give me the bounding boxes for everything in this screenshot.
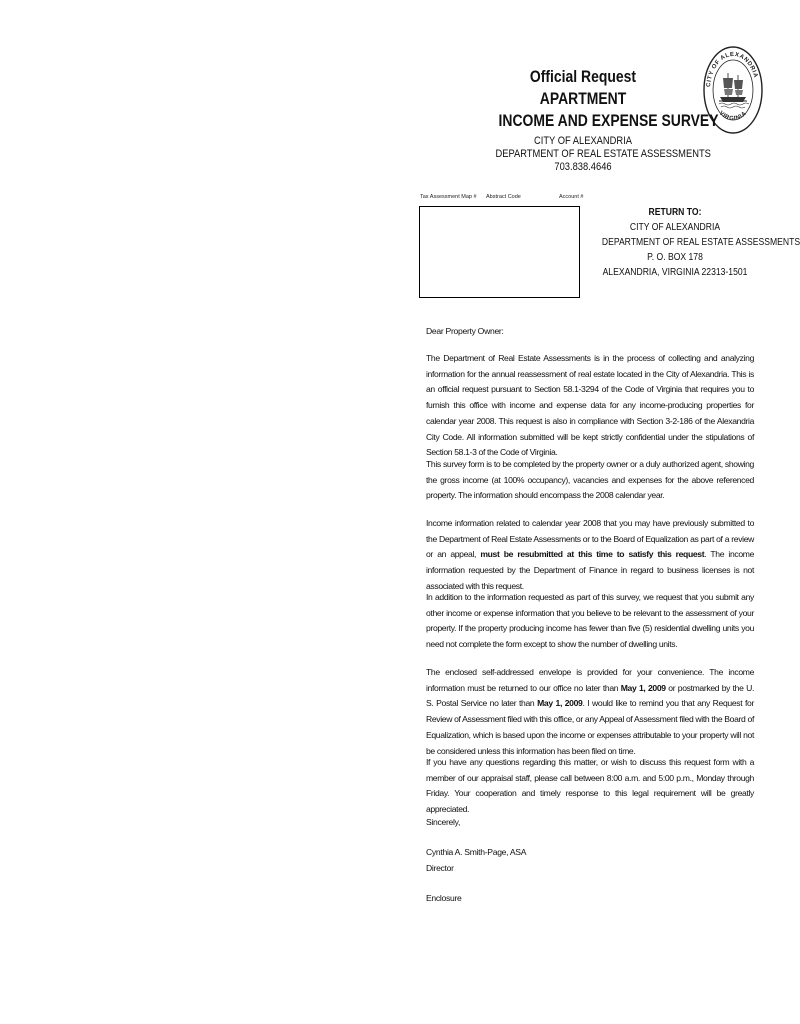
letter-paragraph-1 — [426, 351, 754, 461]
salutation: Dear Property Owner: — [426, 326, 504, 336]
paragraph-text: . The income information requested by the Department of Finance in regard to business licenses is not associated with this request. — [426, 549, 754, 591]
return-line-department: DEPARTMENT OF REAL ESTATE ASSESSMENTS — [601, 237, 800, 248]
paragraph-text: If you have any questions regarding this matter, or wish to discuss this request form with a member of our appraisal staff, please call between 8:00 a.m. and 5:00 p.m., Monday through Friday. Your cooperation and timely response to this legal requirement will be greatly appreciated. — [426, 757, 754, 815]
letter-paragraph-6 — [426, 755, 754, 818]
tax-map-label: Tax Assessment Map # — [420, 194, 477, 200]
svg-text:CITY OF ALEXANDRIA: CITY OF ALEXANDRIA — [706, 51, 759, 88]
return-address — [590, 205, 800, 280]
account-label: Account # — [559, 194, 584, 200]
return-heading: RETURN TO: — [648, 207, 702, 218]
enclosure-note: Enclosure — [426, 893, 462, 903]
return-line-pobox: P. O. BOX 178 — [647, 252, 703, 263]
paragraph-text: Income information related to calendar year 2008 that you may have previously submitted to the Department of Real Estate Assessments or to the Board of Equalization as part of a review or an appeal, — [426, 518, 754, 560]
org-phone: 703.838.4646 — [554, 161, 612, 173]
closing: Sincerely, — [426, 817, 461, 827]
signer-title: Director — [426, 863, 454, 873]
letter-paragraph-4 — [426, 590, 754, 653]
paragraph-text: The Department of Real Estate Assessments is in the process of collecting and analyzing information for the annual reassessment of real estate located in the City of Alexandria. This is an official request pursuant to Section 58.1-3294 of the Code of Virginia that requires you to furnish this office with income and expense data for any income-producing properties for calendar year 2008. This request is also in compliance with Section 3-2-186 of the Alexandria City Code. All information submitted will be kept strictly confidential under the stipulations of Section 58.1-3 of the Code of Virginia. — [426, 353, 754, 458]
paragraph-text: This survey form is to be completed by the property owner or a duly authorized agent, showing the gross income (at 100% occupancy), vacancies and expenses for the above referenced property. The information should encompass the 2008 calendar year. — [426, 459, 754, 501]
address-window-box — [419, 206, 580, 298]
deadline-date: May 1, 2009 — [620, 682, 666, 693]
letter-paragraph-2 — [426, 457, 754, 504]
form-type: APARTMENT — [539, 89, 627, 108]
return-line-citystate: ALEXANDRIA, VIRGINIA 22313-1501 — [602, 267, 748, 278]
letter-paragraph-5 — [426, 665, 754, 759]
paragraph-text: or postmarked by the U. S. Postal Service no later than — [426, 682, 754, 709]
paragraph-text: The enclosed self-addressed envelope is provided for your convenience. The income information must be returned to our office no later than — [426, 667, 754, 693]
signer-name: Cynthia A. Smith-Page, ASA — [426, 847, 527, 857]
paragraph-text: . I would like to remind you that any Request for Review of Assessment filed with this office, or any Appeal of Assessment filed with the Board of Equalization, which is based upon the income or expenses attributable to your property will not be considered unless this information has been filed on time. — [426, 698, 754, 756]
form-request-label: Official Request — [529, 67, 637, 86]
svg-text:VIRGINIA: VIRGINIA — [717, 110, 749, 123]
letter-paragraph-3 — [426, 516, 754, 595]
form-title: INCOME AND EXPENSE SURVEY — [498, 111, 719, 130]
org-department: DEPARTMENT OF REAL ESTATE ASSESSMENTS — [495, 148, 711, 160]
emphasis-text: must be resubmitted at this time to satisfy this request — [480, 549, 705, 560]
paragraph-text: In addition to the information requested as part of this survey, we request that you submit any other income or expense information that you believe to be relevant to the assessment of your property. If the property producing income has fewer than five (5) residential dwelling units you need not complete the form except to show the number of dwelling units. — [426, 592, 754, 650]
org-city: CITY OF ALEXANDRIA — [533, 135, 633, 147]
deadline-date: May 1, 2009 — [537, 698, 583, 709]
title-block — [480, 66, 719, 174]
return-line-city: CITY OF ALEXANDRIA — [629, 222, 721, 233]
abstract-code-label: Abstract Code — [486, 194, 521, 200]
